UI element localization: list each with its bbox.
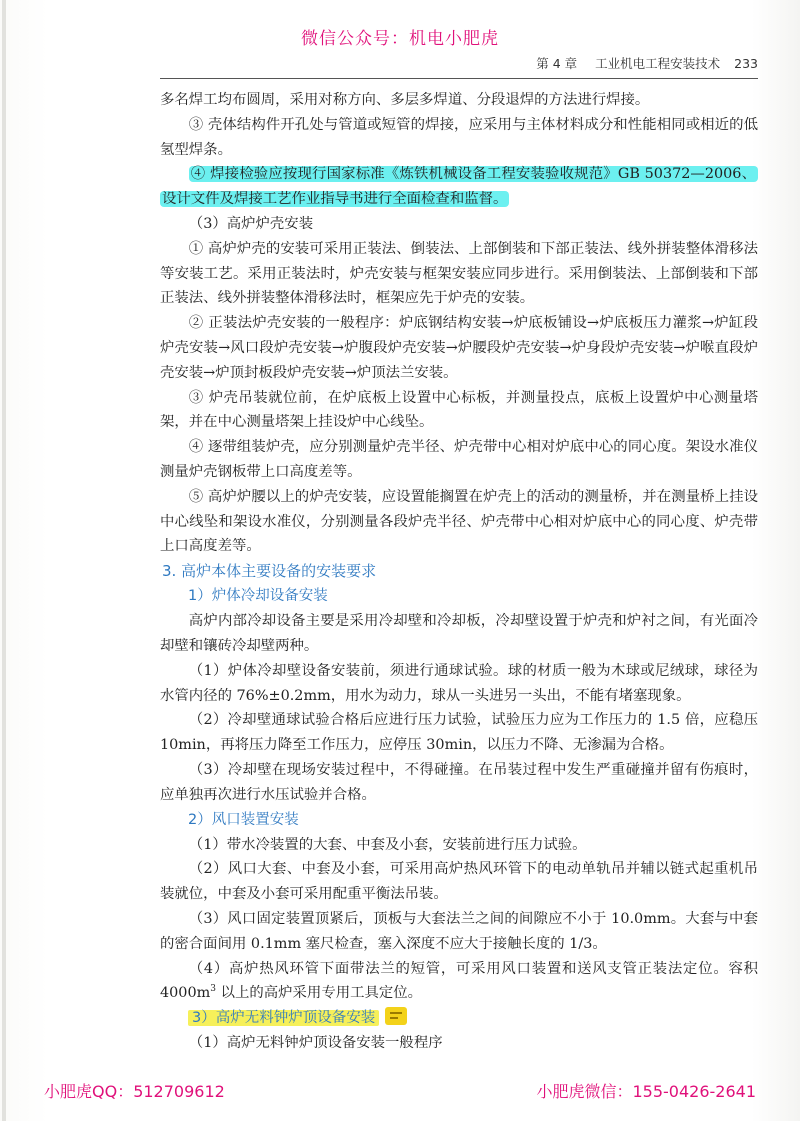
highlighted-paragraph [160, 162, 758, 212]
paragraph: ① 高炉炉壳的安装可采用正装法、倒装法、上部倒装和下部正装法、线外拼装整体滑移法等安装工艺。采用正装法时，炉壳安装与框架安装应同步进行。采用倒装法、上部倒装和下部正装法、线外拼装整体滑移法时，框架应先于炉壳的安装。 [160, 240, 758, 307]
subsection-heading: 2）风口装置安装 [188, 811, 299, 828]
paragraph: （1）带水冷装置的大套、中套及小套，安装前进行压力试验。 [188, 836, 587, 853]
subsection-heading: 1）炉体冷却设备安装 [188, 588, 328, 605]
paragraph: ⑤ 高炉炉腰以上的炉壳安装，应设置能搁置在炉壳上的活动的测量桥，并在测量桥上挂设中心线坠和架设水准仪，分别测量各段炉壳半径、炉壳带中心相对炉底中心的同心度、炉壳带上口高度差等。 [160, 488, 758, 555]
subsection-heading-highlighted [160, 1006, 758, 1031]
header-chapter: 第 4 章 [536, 56, 578, 71]
watermark-footer-left: 小肥虎QQ：512709612 [44, 1082, 225, 1101]
page-number: 233 [734, 56, 758, 71]
running-header [160, 54, 758, 79]
paragraph: ③ 炉壳吊装就位前，在炉底板上设置中心标板，并测量投点，底板上设置炉中心测量塔架，并在中心测量塔架上挂设炉中心线坠。 [160, 389, 758, 431]
paragraph: （2）风口大套、中套及小套，可采用高炉热风环管下的电动单轨吊并辅以链式起重机吊装就位，中套及小套可采用配重平衡法吊装。 [160, 861, 758, 903]
yellow-highlight: 3）高炉无料钟炉顶设备安装 [188, 1010, 379, 1026]
paragraph [160, 957, 758, 1007]
paragraph: （2）冷却壁通球试验合格后应进行压力试验，试验压力应为工作压力的 1.5 倍，应稳压 10min，再将压力降至工作压力，应停压 30min，以压力不降、无渗漏为合格。 [160, 712, 758, 754]
paragraph: （3）冷却壁在现场安装过程中，不得碰撞。在吊装过程中发生严重碰撞并留有伤痕时，应单独再次进行水压试验并合格。 [160, 761, 758, 803]
section-heading: 3. 高炉本体主要设备的安装要求 [162, 562, 377, 581]
paragraph: （3）高炉炉壳安装 [188, 215, 314, 232]
cyan-highlight: ④ 焊接检验应按现行国家标准《炼铁机械设备工程安装验收规范》GB 50372—2006、设计文件及焊接工艺作业指导书进行全面检查和监督。 [162, 166, 756, 208]
header-title: 工业机电工程安装技术 [595, 56, 721, 71]
paragraph: （1）炉体冷却壁设备安装前，须进行通球试验。球的材质一般为木球或尼绒球，球径为水管内径的 76%±0.2mm，用水为动力，球从一头进另一头出，不能有堵塞现象。 [160, 662, 758, 704]
paragraph: ② 正装法炉壳安装的一般程序：炉底钢结构安装→炉底板铺设→炉底板压力灌浆→炉缸段炉壳安装→风口段炉壳安装→炉腹段炉壳安装→炉腰段炉壳安装→炉身段炉壳安装→炉喉直段炉壳安装→炉顶封板段炉壳安装→炉顶法兰安装。 [160, 315, 758, 381]
paragraph: ③ 壳体结构件开孔处与管道或短管的焊接，应采用与主体材料成分和性能相同或相近的低氢型焊条。 [160, 116, 758, 158]
book-spine-shadow [2, 0, 6, 1121]
paragraph: 多名焊工均布圆周，采用对称方向、多层多焊道、分段退焊的方法进行焊接。 [160, 92, 650, 108]
paragraph: ④ 逐带组装炉壳，应分别测量炉壳半径、炉壳带中心相对炉底中心的同心度。架设水准仪测量炉壳钢板带上口高度差等。 [160, 439, 758, 480]
watermark-footer-right: 小肥虎微信：155-0426-2641 [536, 1082, 756, 1101]
paragraph-part: （4）高炉热风环管下面带法兰的短管，可采用风口装置和送风支管正装法定位。容积 4000m [160, 960, 758, 1002]
superscript: 3 [210, 984, 217, 995]
watermark-top: 微信公众号：机电小肥虎 [301, 29, 499, 49]
paragraph: 高炉内部冷却设备主要是采用冷却壁和冷却板，冷却壁设置于炉壳和炉衬之间，有光面冷却壁和镶砖冷却壁两种。 [160, 613, 758, 654]
comment-note-icon[interactable] [385, 1007, 407, 1025]
paragraph-part: 以上的高炉采用专用工具定位。 [216, 985, 423, 1002]
body-text [160, 88, 758, 1056]
paragraph: （1）高炉无料钟炉顶设备安装一般程序 [188, 1035, 443, 1052]
paragraph: （3）风口固定装置顶紧后，顶板与大套法兰之间的间隙应不小于 10.0mm。大套与中套的密合面间用 0.1mm 塞尺检查，塞入深度不应大于接触长度的 1/3。 [160, 910, 758, 952]
